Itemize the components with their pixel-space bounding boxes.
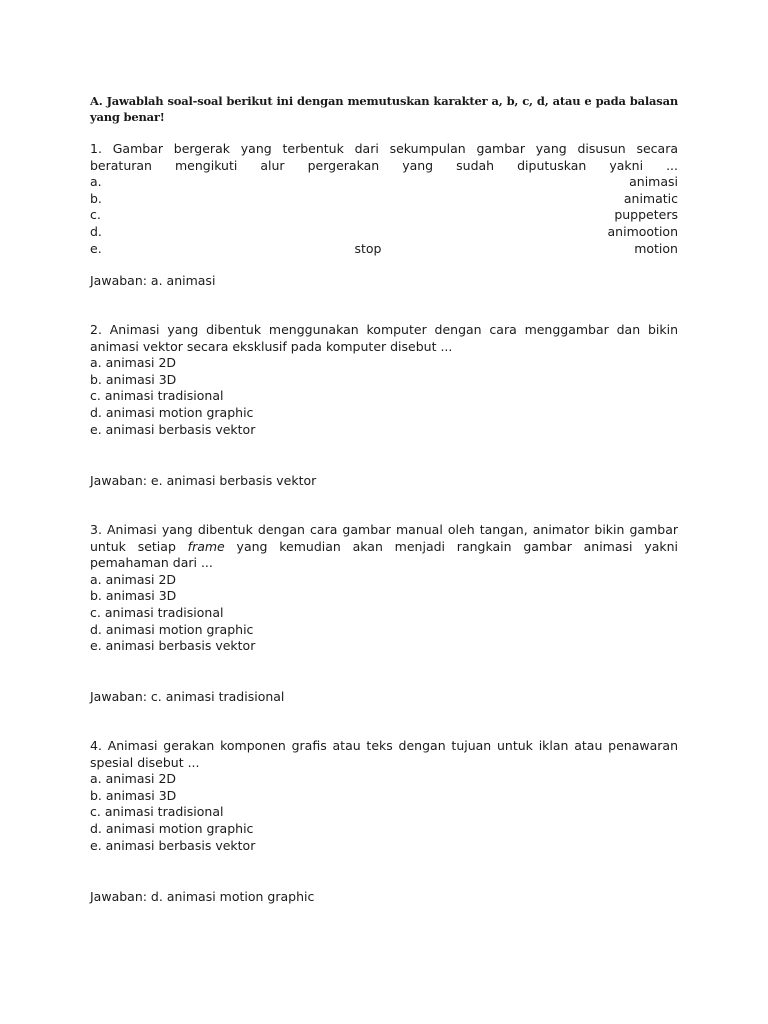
option-b: b. animasi 3D (90, 588, 177, 604)
question-3 (90, 522, 678, 655)
option-a: a. animasi 2D (90, 571, 177, 587)
option-c: c. animasi tradisional (90, 804, 224, 820)
question-stem (90, 522, 678, 572)
option-d: d. animasi motion graphic (90, 404, 254, 420)
answer-1: Jawaban: a. animasi (90, 273, 216, 288)
option-a (90, 174, 678, 191)
question-stem (90, 158, 678, 175)
option-c (90, 207, 678, 224)
question-stem-line: 1. Gambar bergerak yang terbentuk dari sekumpulan gambar yang disusun secara (90, 141, 678, 156)
question-stem: 2. Animasi yang dibentuk menggunakan komputer dengan cara menggambar dan bikin animasi vektor secara eksklusif pada komputer disebut ... (90, 322, 678, 354)
option-d: d. animasi motion graphic (90, 820, 254, 836)
question-stem: 4. Animasi gerakan komponen grafis atau teks dengan tujuan untuk iklan atau penawaran spesial disebut ... (90, 738, 678, 770)
question-4 (90, 738, 678, 854)
option-text: animatic (623, 190, 678, 206)
answer-2: Jawaban: e. animasi berbasis vektor (90, 473, 317, 488)
option-c: c. animasi tradisional (90, 604, 224, 620)
answer-3: Jawaban: c. animasi tradisional (90, 689, 285, 704)
option-d: d. animasi motion graphic (90, 621, 254, 637)
option-letter: e. (90, 240, 102, 256)
option-e: e. animasi berbasis vektor (90, 638, 256, 654)
option-text: puppeters (614, 207, 678, 223)
option-a: a. animasi 2D (90, 771, 177, 787)
option-text: motion (634, 240, 678, 256)
question-stem-italic: frame (187, 538, 225, 554)
question-stem (90, 141, 678, 158)
option-letter: a. (90, 174, 102, 190)
option-e: e. animasi berbasis vektor (90, 837, 256, 853)
question-2 (90, 322, 678, 438)
option-e (90, 241, 678, 258)
option-b: b. animasi 3D (90, 787, 177, 803)
option-text: animootion (607, 223, 678, 239)
question-stem-text: yang kemudian akan menjadi rangkain gambar animasi yakni pemahaman dari ... (90, 538, 678, 571)
option-text-middle: stop (354, 240, 382, 256)
option-a: a. animasi 2D (90, 355, 177, 371)
option-e: e. animasi berbasis vektor (90, 421, 256, 437)
option-letter: b. (90, 190, 102, 206)
instruction-heading: A. Jawablah soal-soal berikut ini dengan memutuskan karakter a, b, c, d, atau e pada balasan yang benar! (90, 94, 678, 124)
option-d (90, 224, 678, 241)
question-stem-line: beraturan mengikuti alur pergerakan yang sudah diputuskan yakni ... (90, 157, 678, 173)
question-stem-text: 3. Animasi yang dibentuk dengan cara gambar manual oleh tangan, animator bikin gambar untuk setiap (90, 522, 678, 554)
option-letter: c. (90, 207, 101, 223)
answer-4: Jawaban: d. animasi motion graphic (90, 889, 315, 904)
option-letter: d. (90, 223, 102, 239)
option-b: b. animasi 3D (90, 371, 177, 387)
option-c: c. animasi tradisional (90, 388, 224, 404)
question-1 (90, 141, 678, 257)
option-text: animasi (629, 174, 678, 190)
option-b (90, 191, 678, 208)
